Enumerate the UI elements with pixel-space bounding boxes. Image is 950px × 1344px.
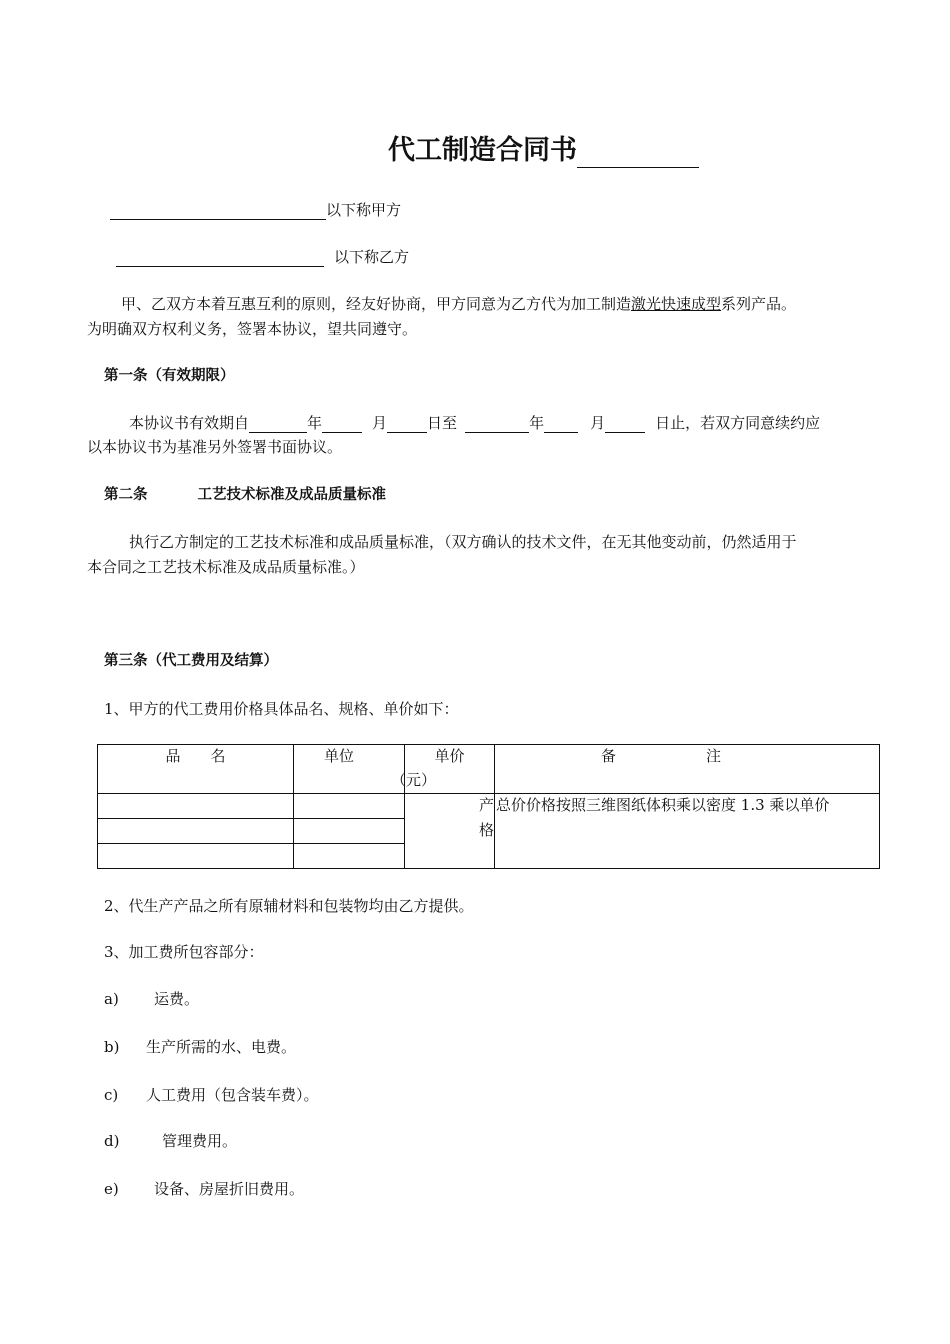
header-unit-price <box>391 745 495 794</box>
header-unit <box>294 745 405 794</box>
month-label: 月 <box>372 414 388 432</box>
header-remarks <box>495 745 880 794</box>
cell-name-1 <box>98 794 294 819</box>
start-day-blank <box>387 412 427 433</box>
price-note-char-2: 格 <box>478 820 494 839</box>
cell-price-1 <box>405 794 495 819</box>
validity-suffix: 日止，若双方同意续约应 <box>655 414 821 432</box>
article2-heading <box>104 485 386 505</box>
list-item-label: c) <box>104 1086 119 1104</box>
header-unit-price-text: 单价 <box>434 747 465 765</box>
price-note-char-1: 产 <box>478 796 494 814</box>
list-item-text: 运费。 <box>154 990 200 1008</box>
list-item-label: a) <box>104 990 119 1008</box>
cell-name-2 <box>98 819 294 844</box>
table-header-row <box>98 745 880 794</box>
article3-item-2: 2、代生产产品之所有原辅材料和包装物均由乙方提供。 <box>104 897 474 915</box>
end-year-blank <box>465 412 529 433</box>
start-month-blank <box>322 412 362 433</box>
party-a-line <box>110 199 401 220</box>
header-product-name <box>98 745 294 794</box>
cell-unit-3 <box>294 844 405 869</box>
list-item <box>104 1131 237 1151</box>
start-year-blank <box>249 412 307 433</box>
end-day-blank <box>605 412 645 433</box>
year-label-2: 年 <box>529 414 545 432</box>
end-month-blank <box>544 412 578 433</box>
party-b-line <box>116 246 409 267</box>
list-item-text: 管理费用。 <box>162 1132 238 1150</box>
list-item <box>104 1179 304 1199</box>
cell-price-2 <box>405 819 495 844</box>
title-text: 代工制造合同书 <box>388 135 577 166</box>
title-blank <box>577 139 699 168</box>
cell-unit-2 <box>294 819 405 844</box>
intro-line-1 <box>121 294 796 314</box>
list-item <box>104 1085 319 1105</box>
article2-title: 工艺技术标准及成品质量标准 <box>197 487 386 503</box>
product-name: 激光快速成型 <box>631 295 722 313</box>
intro-line-2: 为明确双方权利义务，签署本协议，望共同遵守。 <box>87 320 418 338</box>
article2-number: 第二条 <box>104 487 148 503</box>
party-a-blank <box>110 199 326 220</box>
intro-text-end: 系列产品。 <box>721 295 797 313</box>
table-row <box>98 794 880 819</box>
month-label-2: 月 <box>590 414 606 432</box>
list-item <box>104 1037 296 1057</box>
party-b-blank <box>116 246 324 267</box>
cell-unit-1 <box>294 794 405 819</box>
intro-text: 甲、乙双方本着互惠互利的原则，经友好协商，甲方同意为乙方代为加工制造 <box>121 295 632 313</box>
party-b-suffix: 以下称乙方 <box>334 248 410 266</box>
remark-text: 总价价格按照三维图纸体积乘以密度 1.3 乘以单价 <box>496 796 830 814</box>
article3-item-3: 3、加工费所包容部分： <box>104 943 264 961</box>
cell-remark <box>495 794 880 869</box>
list-item-label: b) <box>104 1038 120 1056</box>
list-item-text: 生产所需的水、电费。 <box>146 1038 297 1056</box>
price-table <box>97 744 880 869</box>
cell-price-3 <box>405 844 495 869</box>
cell-name-3 <box>98 844 294 869</box>
article3-heading: 第三条（代工费用及结算） <box>104 653 278 669</box>
year-label: 年 <box>307 414 323 432</box>
header-product-name-text: 品 名 <box>165 747 226 765</box>
list-item-label: e) <box>104 1180 119 1198</box>
header-remarks-text: 备 注 <box>601 747 722 765</box>
header-unit-text: 单位 <box>324 747 355 765</box>
validity-prefix: 本协议书有效期自 <box>129 414 250 432</box>
article1-line-1 <box>129 412 820 433</box>
list-item-text: 设备、房屋折旧费用。 <box>154 1180 305 1198</box>
list-item-label: d) <box>104 1132 120 1150</box>
list-item <box>104 989 199 1009</box>
day-to-label: 日至 <box>427 414 458 432</box>
article3-item-1: 1、甲方的代工费用价格具体品名、规格、单价如下： <box>104 700 459 718</box>
list-item-text: 人工费用（包含装车费）。 <box>146 1086 319 1104</box>
header-unit-price-currency: （元） <box>391 771 437 789</box>
article1-line-2: 以本协议书为基准另外签署书面协议。 <box>87 438 343 456</box>
article2-line-1: 执行乙方制定的工艺技术标准和成品质量标准，（双方确认的技术文件，在无其他变动前，仍然适用于 <box>129 533 797 551</box>
page-title <box>388 134 699 168</box>
article2-line-2: 本合同之工艺技术标准及成品质量标准。） <box>87 558 365 576</box>
party-a-suffix: 以下称甲方 <box>326 201 402 219</box>
article1-heading: 第一条（有效期限） <box>104 368 235 384</box>
